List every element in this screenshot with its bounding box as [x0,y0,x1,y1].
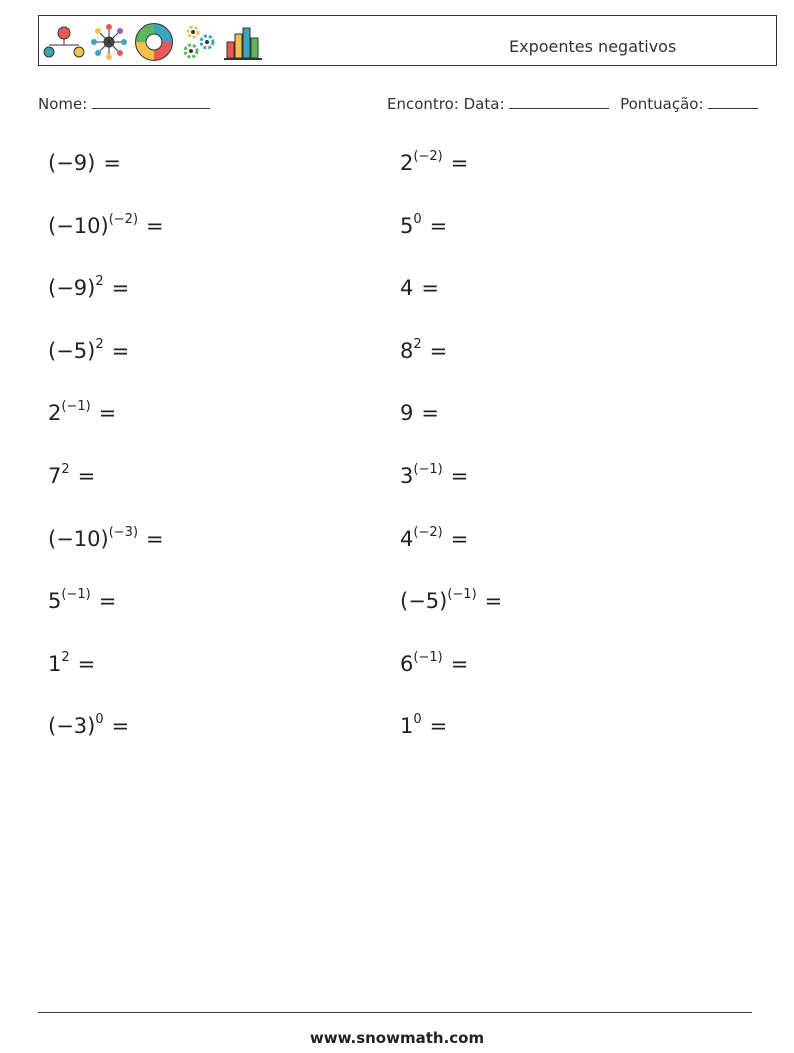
problem-item [48,589,116,613]
problem-base: 3 [400,464,414,488]
problem-equals: = [111,338,130,363]
problem-base: 9 [400,401,414,426]
problem-base: (−9) [48,276,96,301]
problem-exponent: 2 [95,336,104,352]
worksheet-header [38,15,777,66]
problem-equals: = [429,714,448,739]
problem-exponent: 0 [413,712,422,728]
problem-item [400,649,469,676]
problem-base: 4 [400,526,414,551]
problem-item [400,714,447,738]
worksheet-title: Expoentes negativos [509,37,677,56]
problem-equals: = [77,464,96,488]
problem-base: 2 [400,151,414,175]
problem-item [400,336,448,363]
problem-exponent: 2 [61,462,70,477]
logo-strip [41,20,266,64]
problem-exponent: (−1) [413,649,443,665]
problem-base: (−3) [48,714,96,739]
problem-base: (−10) [48,526,109,551]
problem-equals: = [450,464,469,488]
problem-base: (−9) [48,151,96,175]
problem-item [48,524,164,551]
score-label: Pontuação: [620,95,704,113]
problem-base: (−5) [48,338,96,363]
problem-exponent: (−1) [447,587,477,603]
problem-exponent: (−1) [61,587,91,603]
problem-base: 4 [400,276,414,301]
problem-base: 5 [48,589,62,614]
problem-exponent: (−3) [108,524,139,540]
problem-item [400,276,439,300]
problem-base: 8 [400,338,414,363]
problem-base: 5 [400,213,414,238]
problem-equals: = [98,589,117,614]
problem-base: 6 [400,651,414,676]
session-date-label: Encontro: Data: [387,95,505,113]
problem-equals: = [111,714,130,739]
problem-item [400,524,469,551]
problem-exponent: 2 [95,274,104,290]
problem-equals: = [421,401,439,426]
problem-item [48,401,116,425]
problem-exponent: 2 [61,649,70,665]
problem-base: 1 [48,651,62,676]
problem-item [48,649,96,676]
problem-item [400,151,468,175]
problem-exponent: (−1) [61,399,91,415]
problem-equals: = [146,213,164,238]
problem-base: (−5) [400,589,448,614]
donut-chart-icon [136,24,172,60]
problem-equals: = [450,526,469,551]
org-chart-icon [44,27,84,57]
problem-exponent: (−2) [108,211,139,227]
problem-exponent: 2 [413,336,422,352]
problem-item [400,211,448,238]
problem-item [400,464,468,488]
problem-exponent: (−2) [413,149,443,164]
problem-equals: = [77,651,96,676]
problem-item [48,714,129,738]
name-blank[interactable] [92,94,210,109]
problem-equals: = [421,276,439,301]
problem-equals: = [429,338,448,363]
gears-icon [185,27,213,57]
problem-item [48,151,121,175]
problem-equals: = [450,651,469,676]
footer-divider [38,1012,752,1013]
problem-equals: = [98,401,117,426]
problem-equals: = [484,589,503,614]
problem-exponent: (−1) [413,462,443,477]
problem-equals: = [146,526,164,551]
date-blank[interactable] [509,94,609,109]
problem-item [400,589,502,613]
footer-url: www.snowmath.com [309,1029,485,1047]
problem-base: 7 [48,464,62,488]
problem-base: 2 [48,401,62,426]
name-label: Nome: [38,95,88,113]
problem-exponent: 0 [413,211,422,227]
problem-item [48,464,95,488]
problem-item [48,211,164,238]
bar-chart-icon [224,28,262,59]
problem-equals: = [450,151,469,175]
name-field [38,94,210,113]
problem-exponent: (−2) [413,524,443,540]
problem-item [400,401,439,425]
problem-equals: = [429,213,448,238]
problem-equals: = [103,151,121,175]
problem-exponent: 0 [95,712,104,728]
problem-base: (−10) [48,213,109,238]
problem-item [48,276,129,300]
problem-item [48,336,130,363]
problem-base: 1 [400,714,414,739]
problem-equals: = [111,276,130,301]
score-blank[interactable] [708,94,758,109]
session-date-field [387,94,758,113]
network-icon [91,24,127,60]
